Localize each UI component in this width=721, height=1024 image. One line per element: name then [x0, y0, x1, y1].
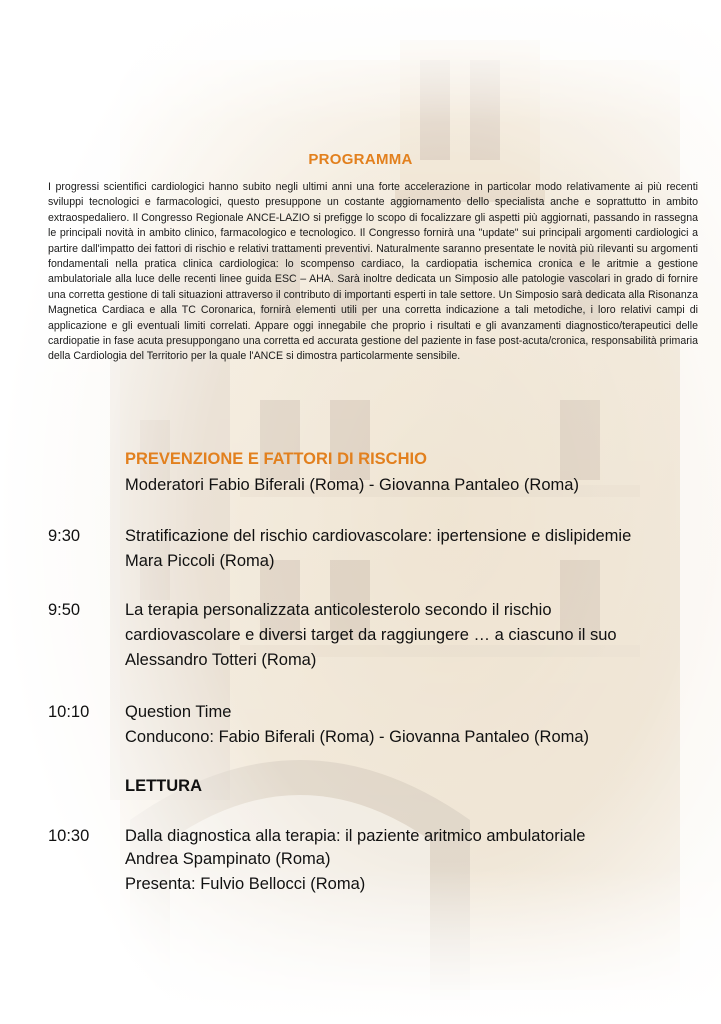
- session-speaker: Mara Piccoli (Roma): [125, 552, 275, 570]
- session-speaker: Alessandro Totteri (Roma): [125, 651, 317, 669]
- session-presenter: Presenta: Fulvio Bellocci (Roma): [125, 875, 366, 893]
- session-moderators: Conducono: Fabio Biferali (Roma) - Giovanna Pantaleo (Roma): [125, 728, 590, 746]
- session-title: Question Time: [125, 703, 232, 721]
- session-title: Stratificazione del rischio cardiovascolare: ipertensione e dislipidemie: [125, 527, 632, 545]
- session-title-continued: cardiovascolare e diversi target da raggiungere … a ciascuno il suo: [125, 626, 617, 644]
- session-time: 9:30: [48, 527, 81, 545]
- session-speaker: Andrea Spampinato (Roma): [125, 850, 331, 868]
- section-title: PREVENZIONE E FATTORI DI RISCHIO: [125, 450, 427, 468]
- session-title: Dalla diagnostica alla terapia: il paziente aritmico ambulatoriale: [125, 827, 586, 845]
- session-time: 10:10: [48, 703, 90, 721]
- session-time: 9:50: [48, 601, 81, 619]
- page-title: PROGRAMMA: [308, 151, 413, 168]
- session-title: La terapia personalizzata anticolesterolo secondo il rischio: [125, 601, 552, 619]
- intro-paragraph: I progressi scientifici cardiologici hanno subito negli ultimi anni una forte accelerazione in particolar modo relativamente ai più recenti sviluppi tecnologici e farmacologici, questo presuppone un costante aggiornamento dello specialista anche e soprattutto in ambito extraospedaliero. Il Congresso Regionale ANCE-LAZIO si prefigge lo scopo di focalizzare gli aspetti più aggiornati, passando in rassegna le principali novità in ambito clinico, farmacologico e tecnologico. Il Congresso fornirà una "update" sui principali argomenti cardiologici a partire dall'impatto dei fattori di rischio e relativi trattamenti preventivi. Naturalmente saranno presentate le novità più rilevanti su argomenti fondamentali nella pratica clinica cardiologica: lo scompenso cardiaco, la cardiopatia ischemica cronica e le aritmie a gestione ambulatoriale alla luce delle recenti linee guida ESC – AHA. Sarà inoltre dedicata un Simposio alle patologie vascolari in grado di fornire una corretta gestione di tali situazioni attraverso il contributo di importanti esperti in tale settore. Un Simposio sarà dedicata alla Risonanza Magnetica Cardiaca e alla TC Coronarica, fornirà elementi utili per una corretta indicazione a tali metodiche, i loro relativi campi di applicazione e gli eventuali limiti correlati. Appare oggi innegabile che proprio i risultati e gli avanzamenti diagnostico/terapeutici delle cardiopatie in fase acuta presuppongano una corretta ed accurata gestione del paziente in fase post-acuta/cronica, responsabilità primaria della Cardiologia del Territorio per la quale l'ANCE si dimostra particolarmente sensibile.: [48, 181, 698, 363]
- lettura-title: LETTURA: [125, 777, 202, 795]
- session-time: 10:30: [48, 827, 90, 845]
- section-moderators: Moderatori Fabio Biferali (Roma) - Giovanna Pantaleo (Roma): [125, 476, 579, 494]
